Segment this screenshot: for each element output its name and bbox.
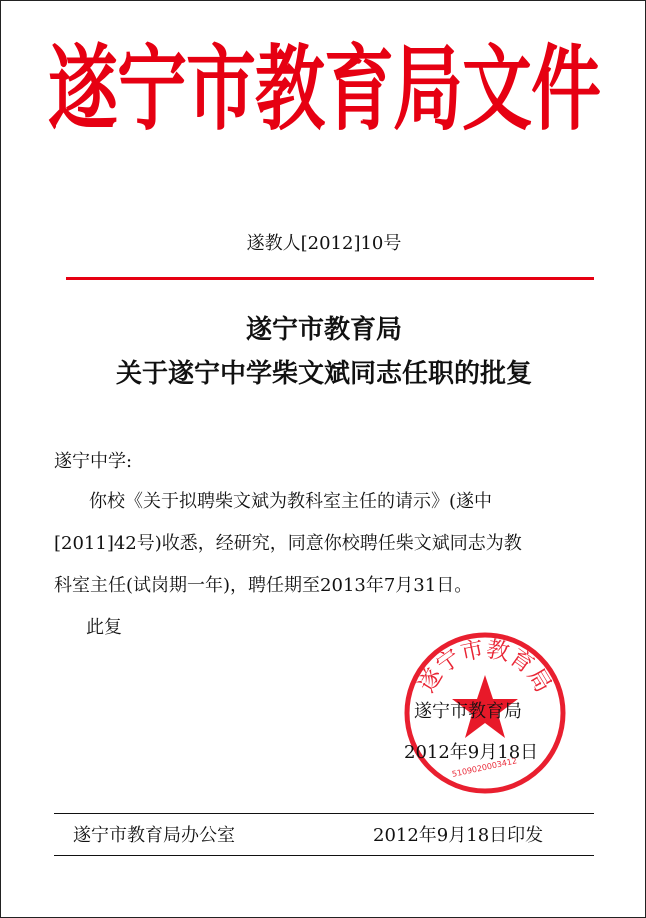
body-text-line: [2011]42号)收悉，经研究，同意你校聘任柴文斌同志为教 — [54, 533, 522, 554]
signature-date: 2012年9月18日 — [404, 742, 539, 763]
recipient: 遂宁中学: — [54, 451, 133, 472]
body-text-line: 科室主任(试岗期一年)，聘任期至2013年7月31日。 — [54, 575, 473, 596]
document-title-issuer: 遂宁市教育局 — [245, 315, 402, 345]
signature-organization: 遂宁市教育局 — [414, 701, 522, 722]
document-number: 遂教人[2012]10号 — [246, 233, 402, 254]
document-header-title: 遂宁市教育局文件 — [48, 33, 600, 144]
footer-top-rule — [54, 813, 594, 814]
body-text-line: 你校《关于拟聘柴文斌为教科室主任的请示》(遂中 — [89, 491, 493, 512]
footer-print-date: 2012年9月18日印发 — [373, 825, 544, 846]
red-divider-line — [66, 277, 594, 280]
closing-text: 此复 — [86, 617, 122, 638]
footer-issuing-office: 遂宁市教育局办公室 — [73, 825, 235, 846]
svg-text:遂宁市教育局: 遂宁市教育局 — [413, 636, 557, 698]
svg-text:5109020003412: 5109020003412 — [451, 756, 518, 779]
document-title-subject: 关于遂宁中学柴文斌同志任职的批复 — [115, 359, 532, 389]
footer-bottom-rule — [54, 855, 594, 856]
